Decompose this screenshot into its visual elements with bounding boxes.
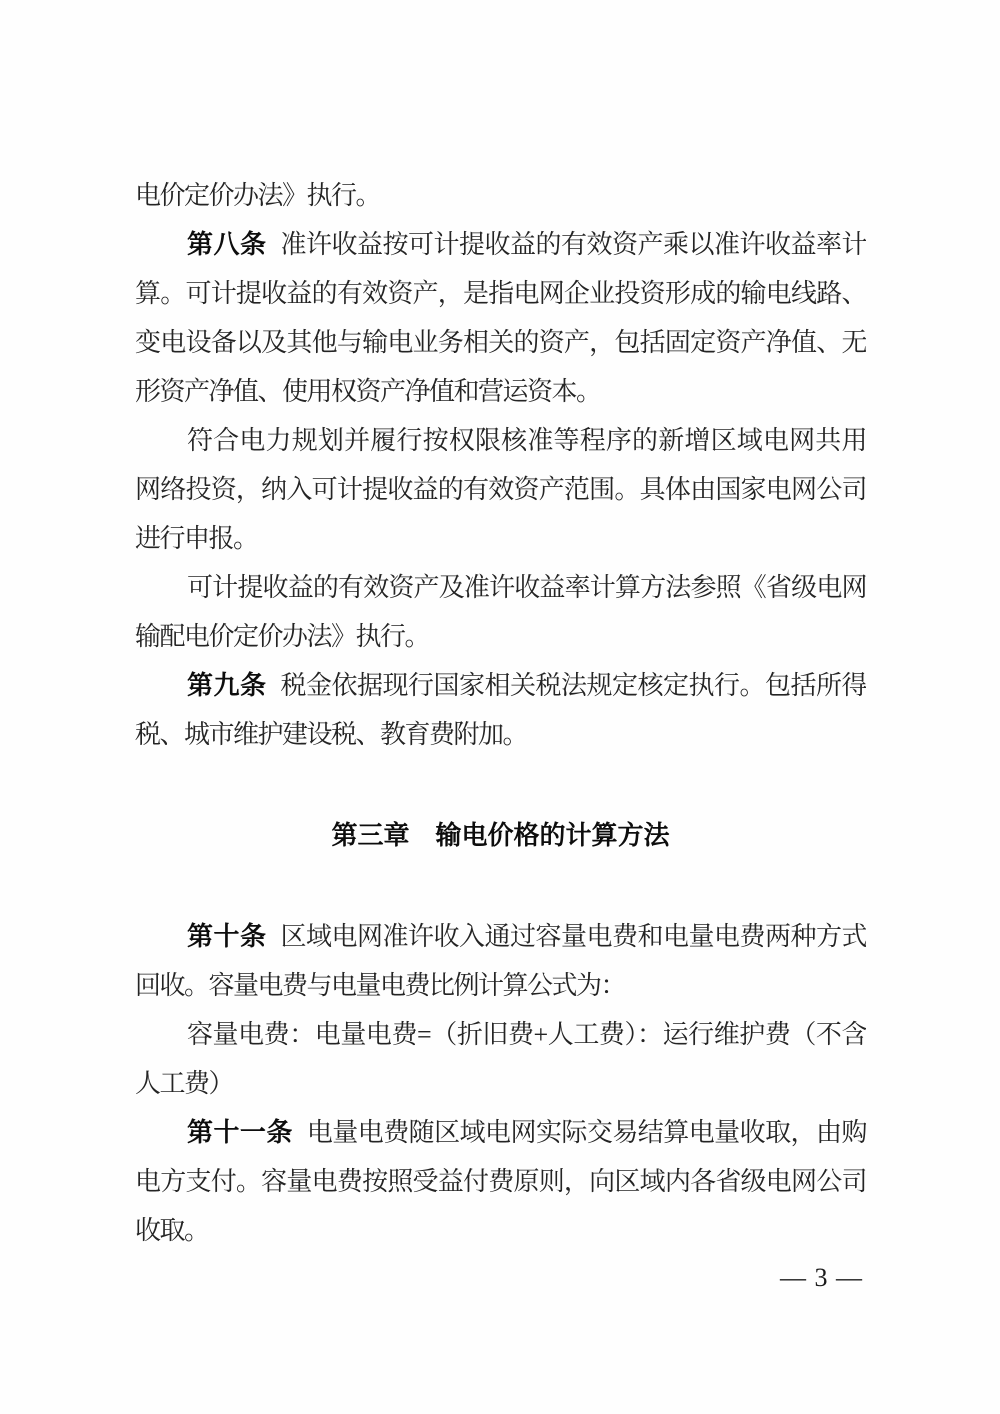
text-line: 可计提收益的有效资产及准许收益率计算方法参照《省级电网 (187, 573, 866, 602)
text-line: 符合电力规划并履行按权限核准等程序的新增区域电网共用 (187, 426, 866, 455)
text-line: 回收。容量电费与电量电费比例计算公式为： (135, 971, 626, 1000)
text-line: 网络投资，纳入可计提收益的有效资产范围。具体由国家电网公司 (135, 475, 866, 504)
text-line: 输配电价定价办法》执行。 (135, 622, 430, 651)
text-line: 收取。 (135, 1216, 209, 1245)
line-text: 税金依据现行国家相关税法规定核定执行。包括所得 (280, 671, 866, 700)
text-line (135, 661, 866, 710)
text-line: 形资产净值、使用权资产净值和营运资本。 (135, 377, 601, 406)
text-line: 电方支付。容量电费按照受益付费原则，向区域内各省级电网公司 (135, 1167, 866, 1196)
page-number: — 3 — (780, 1263, 863, 1292)
text-line (135, 220, 866, 269)
line-text: 电量电费随区域电网实际交易结算电量收取，由购 (306, 1118, 866, 1147)
line-text: 区域电网准许收入通过容量电费和电量电费两种方式 (280, 922, 866, 951)
text-line: 税、城市维护建设税、教育费附加。 (135, 720, 528, 749)
line-text: 准许收益按可计提收益的有效资产乘以准许收益率计 (280, 230, 866, 259)
article-number-label: 第十一条 (187, 1117, 293, 1147)
text-line (135, 912, 866, 961)
text-line: 进行申报。 (135, 524, 258, 553)
text-line: 容量电费：电量电费=（折旧费+人工费）：运行维护费（不含 (187, 1020, 866, 1049)
document-body (135, 171, 866, 1255)
article-number-label: 第十条 (187, 921, 267, 951)
text-line (135, 1108, 866, 1157)
text-line: 人工费） (135, 1069, 234, 1098)
text-line: 算。可计提收益的有效资产，是指电网企业投资形成的输电线路、 (135, 279, 866, 308)
text-line: 变电设备以及其他与输电业务相关的资产，包括固定资产净值、无 (135, 328, 866, 357)
text-line: 电价定价办法》执行。 (135, 181, 381, 210)
article-number-label: 第八条 (187, 229, 267, 259)
chapter-heading: 第三章 输电价格的计算方法 (331, 820, 670, 850)
article-number-label: 第九条 (187, 670, 267, 700)
